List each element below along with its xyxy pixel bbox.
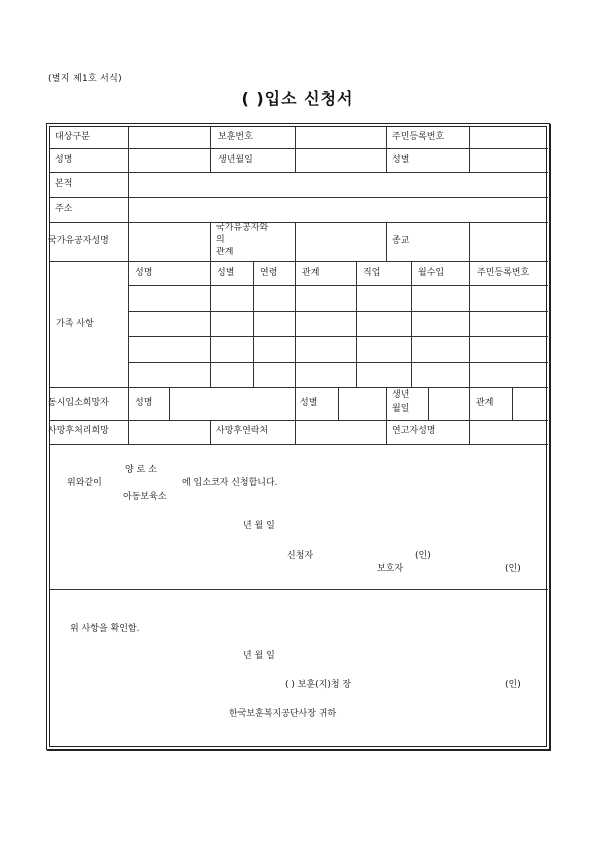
label-category: 대상구분 [55, 132, 90, 142]
label-joint-birth-line2: 월일 [392, 404, 410, 414]
confirm-office: ( ) 보훈(지)청 장 [285, 680, 352, 690]
family-header-age: 연령 [260, 268, 278, 278]
label-veteran-name: 국가유공자성명 [48, 236, 109, 246]
form-frame [46, 123, 550, 750]
label-address: 주소 [55, 204, 73, 214]
label-birth-date: 생년월일 [218, 155, 253, 165]
addressee: 한국보훈복지공단사장 귀하 [229, 709, 337, 719]
label-relation-line3: 관계 [216, 247, 234, 257]
label-sex: 성별 [392, 155, 410, 165]
label-resident-number: 주민등록번호 [392, 132, 445, 142]
label-next-of-kin: 연고자성명 [392, 426, 436, 436]
label-joint-name: 성명 [135, 398, 153, 408]
label-registered-domicile: 본적 [55, 179, 73, 189]
label-veteran-number: 보훈번호 [218, 132, 253, 142]
applicant-seal: (인) [415, 551, 431, 561]
label-post-death-contact: 사망후연락처 [216, 426, 269, 436]
option-nursing-home: 양 로 소 [125, 465, 157, 475]
label-post-death-disposal: 사망후처리희망 [48, 426, 109, 436]
option-child-care: 아동보육소 [123, 492, 167, 502]
family-header-job: 직업 [363, 268, 381, 278]
family-header-name: 성명 [135, 268, 153, 278]
family-header-resident-number: 주민등록번호 [477, 268, 530, 278]
label-relation-line1: 국가유공자와 [216, 223, 269, 233]
guardian-seal: (인) [505, 564, 521, 574]
label-family: 가족 사항 [56, 319, 94, 329]
family-header-relation: 관계 [302, 268, 320, 278]
label-name: 성명 [55, 155, 73, 165]
label-religion: 종교 [392, 236, 410, 246]
label-joint-relation: 관계 [476, 398, 494, 408]
applicant-label: 신청자 [287, 551, 314, 561]
confirm-text: 위 사항을 확인함. [70, 624, 140, 634]
form-title: ( )입소 신청서 [241, 89, 354, 108]
label-relation-line2: 의 [216, 235, 225, 245]
label-joint-birth-line1: 생년 [392, 390, 410, 400]
label-joint-applicant: 동시입소희망자 [48, 398, 109, 408]
form-table [49, 126, 547, 747]
label-joint-sex: 성별 [300, 398, 318, 408]
apply-suffix: 에 입소코자 신청합니다. [182, 478, 278, 488]
confirm-seal: (인) [505, 680, 521, 690]
guardian-label: 보호자 [377, 564, 404, 574]
apply-date: 년 월 일 [243, 521, 275, 531]
family-header-sex: 성별 [217, 268, 235, 278]
family-header-income: 월수입 [418, 268, 445, 278]
apply-prefix: 위와같이 [67, 478, 102, 488]
form-reference: (별지 제1호 서식) [48, 74, 122, 84]
confirm-date: 년 월 일 [243, 651, 275, 661]
